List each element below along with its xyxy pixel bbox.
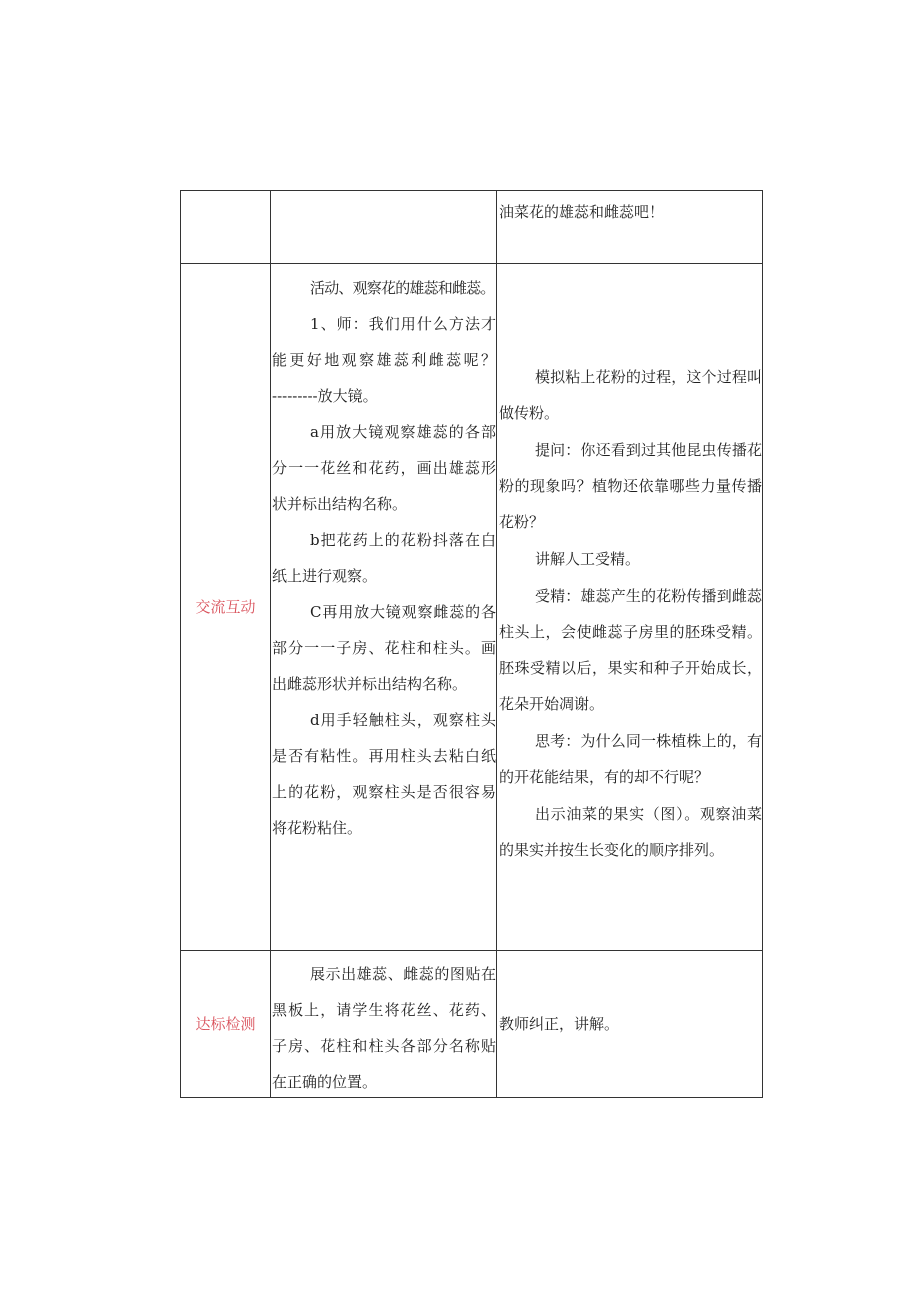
lesson-table xyxy=(180,190,763,1098)
activity-line: 状并标出结构名称。 xyxy=(272,495,408,513)
teacher-line: 模拟粘上花粉的过程，这个过程叫 xyxy=(535,368,762,386)
teacher-cell xyxy=(497,264,763,951)
activity-line: 将花粉粘住。 xyxy=(272,819,363,837)
activity-line: 在正确的位置。 xyxy=(272,1073,378,1091)
activity-line: 能更好地观察雄蕊利雌蕊呢？ xyxy=(272,351,496,369)
activity-line: 黑板上，请学生将花丝、花药、 xyxy=(272,1001,496,1019)
teacher-cell xyxy=(497,191,763,264)
activity-line: 上的花粉，观察柱头是否很容易 xyxy=(272,783,496,801)
activity-line: 纸上进行观察。 xyxy=(272,567,378,585)
teacher-line: 油菜花的雄蕊和雌蕊吧！ xyxy=(499,203,665,221)
teacher-line: 的开花能结果，有的却不行呢？ xyxy=(499,768,710,786)
activity-line: d用手轻触柱头，观察柱头 xyxy=(310,711,496,729)
activity-line: 展示出雄蕊、雌蕊的图贴在 xyxy=(310,965,496,983)
teacher-cell xyxy=(497,951,763,1098)
teacher-paragraph xyxy=(499,359,762,431)
activity-line: ---------放大镜。 xyxy=(272,387,378,405)
teacher-line: 花粉？ xyxy=(499,513,545,531)
teacher-line: 粉的现象吗？植物还依靠哪些力量传播 xyxy=(499,477,762,495)
activity-paragraph xyxy=(272,522,496,594)
teacher-paragraph xyxy=(499,194,762,230)
teacher-line: 教师纠正，讲解。 xyxy=(499,1015,620,1033)
teacher-line: 柱头上，会使雌蕊子房里的胚珠受精。 xyxy=(499,623,762,641)
teacher-paragraph xyxy=(499,1006,762,1042)
activity-cell xyxy=(271,951,497,1098)
teacher-line: 出示油菜的果实（图）。观察油菜 xyxy=(535,805,762,823)
activity-line: 部分一一子房、花柱和柱头。画 xyxy=(272,639,496,657)
activity-paragraph xyxy=(272,414,496,522)
activity-paragraph xyxy=(272,702,496,846)
activity-paragraph xyxy=(272,956,496,1098)
teacher-line: 做传粉。 xyxy=(499,404,560,422)
activity-paragraph xyxy=(272,270,496,306)
category-cell xyxy=(181,951,271,1098)
activity-line: 出雌蕊形状并标出结构名称。 xyxy=(272,675,468,693)
activity-paragraph xyxy=(272,594,496,702)
teacher-line: 的果实并按生长变化的顺序排列。 xyxy=(499,841,725,859)
activity-line: 子房、花柱和柱头各部分名称贴 xyxy=(272,1037,496,1055)
teacher-paragraph xyxy=(499,578,762,722)
activity-cell xyxy=(271,264,497,951)
teacher-line: 讲解人工受精。 xyxy=(535,550,641,568)
teacher-line: 花朵开始凋谢。 xyxy=(499,695,605,713)
section-label: 交流互动 xyxy=(195,598,256,616)
activity-line: 是否有粘性。再用柱头去粘白纸 xyxy=(272,747,496,765)
teacher-paragraph xyxy=(499,796,762,868)
activity-line: b把花药上的花粉抖落在白 xyxy=(310,531,496,549)
teacher-paragraph xyxy=(499,541,762,577)
teacher-paragraph xyxy=(499,723,762,795)
section-label: 达标检测 xyxy=(195,1015,256,1033)
activity-cell xyxy=(271,191,497,264)
activity-line: C再用放大镜观察雌蕊的各 xyxy=(310,603,496,621)
activity-paragraph xyxy=(272,306,496,414)
teacher-line: 受精：雄蕊产生的花粉传播到雌蕊 xyxy=(535,587,762,605)
teacher-paragraph xyxy=(499,432,762,540)
category-cell xyxy=(181,191,271,264)
activity-line: 1、师：我们用什么方法才 xyxy=(310,315,496,333)
activity-line: a用放大镜观察雄蕊的各部 xyxy=(310,423,496,441)
teacher-line: 思考：为什么同一株植株上的，有 xyxy=(535,732,762,750)
activity-line: 分一一花丝和花药，画出雄蕊形 xyxy=(272,459,496,477)
activity-line: 活动、观察花的雄蕊和雌蕊。 xyxy=(310,279,495,297)
category-cell xyxy=(181,264,271,951)
teacher-line: 提问：你还看到过其他昆虫传播花 xyxy=(535,441,762,459)
teacher-line: 胚珠受精以后，果实和种子开始成长， xyxy=(499,659,762,677)
